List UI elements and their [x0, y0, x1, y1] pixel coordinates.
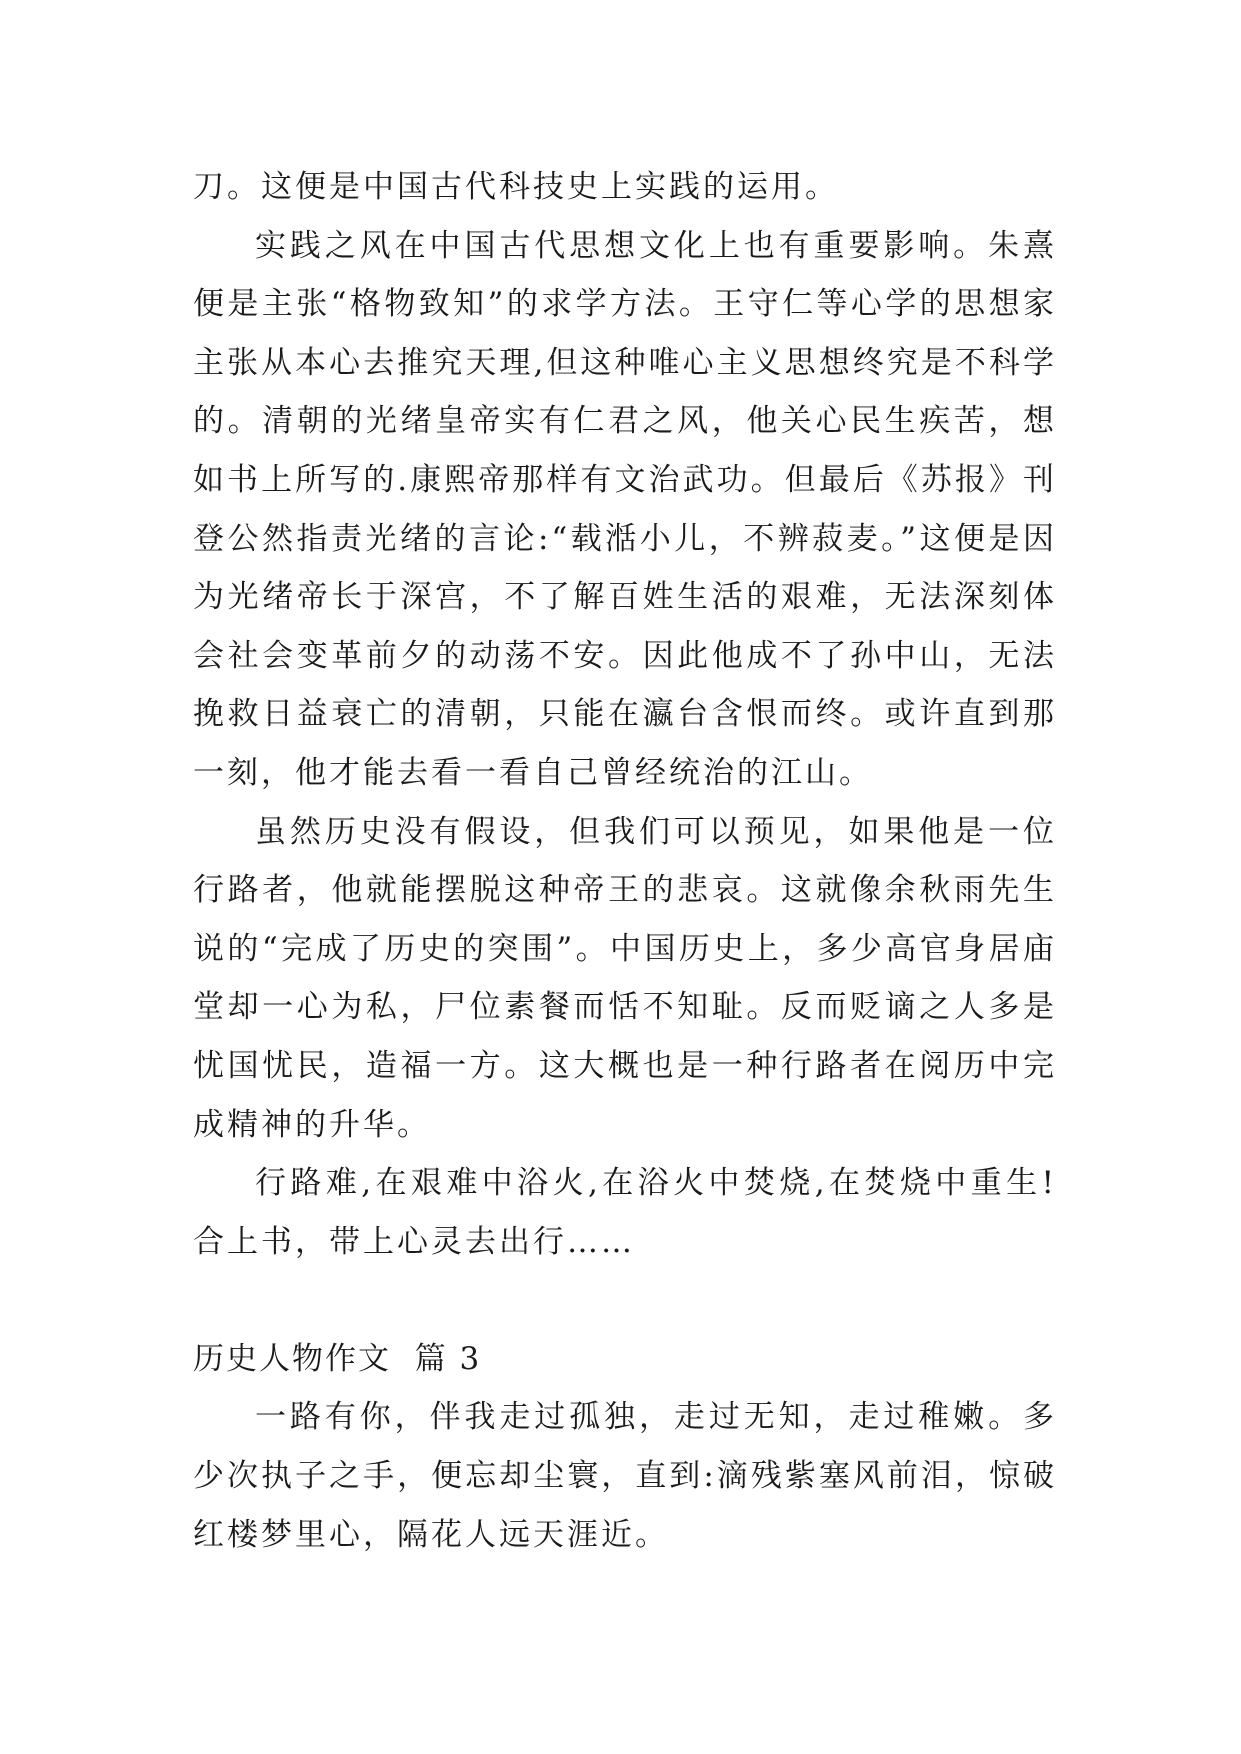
- paragraph-5: 一路有你，伴我走过孤独，走过无知，走过稚嫩。多少次执子之手，便忘却尘寰，直到:滴残紫塞风前泪，惊破红楼梦里心，隔花人远天涯近。: [193, 1399, 1057, 1553]
- document-body: [193, 158, 1057, 1564]
- paragraph-2: 实践之风在中国古代思想文化上也有重要影响。朱熹便是主张“格物致知”的求学方法。王守仁等心学的思想家主张从本心去推究天理,但这种唯心主义思想终究是不科学的。清朝的光绪皇帝实有仁君之风，他关心民生疾苦，想如书上所写的.康熙帝那样有文治武功。但最后《苏报》刊登公然指责光绪的言论:“载湉小儿，不辨菽麦。”这便是因为光绪帝长于深宫，不了解百姓生活的艰难，无法深刻体会社会变革前夕的动荡不安。因此他成不了孙中山，无法挽救日益衰亡的清朝，只能在瀛台含恨而终。或许直到那一刻，他才能去看一看自己曾经统治的江山。: [193, 227, 1057, 791]
- paragraph-1: 刀。这便是中国古代科技史上实践的运用。: [193, 169, 839, 205]
- paragraph-4: 行路难,在艰难中浴火,在浴火中焚烧,在焚烧中重生!合上书，带上心灵去出行……: [193, 1165, 1057, 1260]
- section-heading: 历史人物作文 篇 3: [193, 1340, 482, 1377]
- paragraph-3: 虽然历史没有假设，但我们可以预见，如果他是一位行路者，他就能摆脱这种帝王的悲哀。这就像余秋雨先生说的“完成了历史的突围”。中国历史上，多少高官身居庙堂却一心为私，尸位素餐而恬不知耻。反而贬谪之人多是忧国忧民，造福一方。这大概也是一种行路者在阅历中完成精神的升华。: [193, 813, 1057, 1143]
